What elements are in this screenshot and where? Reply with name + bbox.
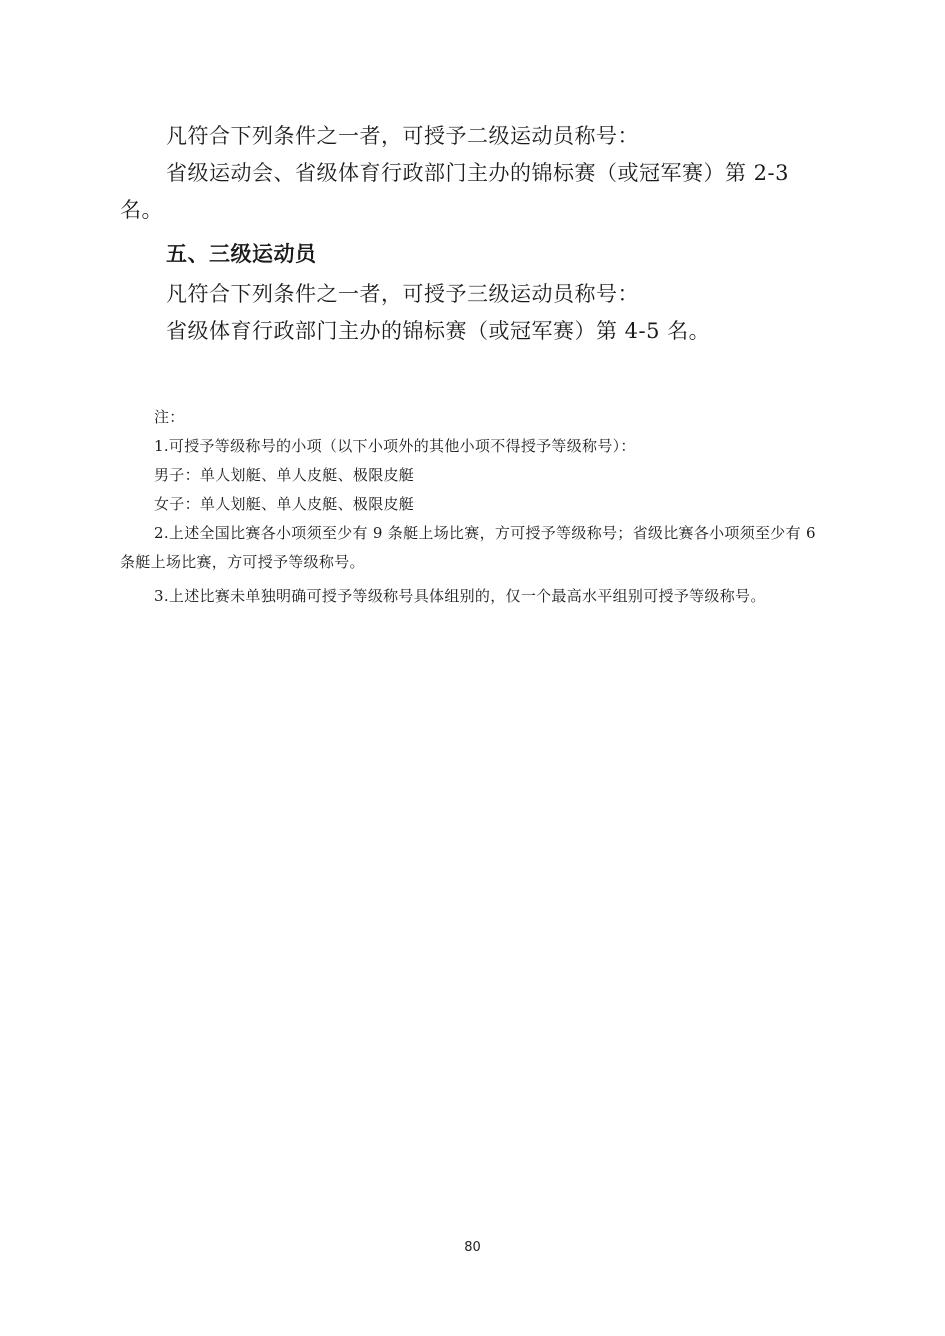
note-item-3: 3.上述比赛未单独明确可授予等级称号具体组别的，仅一个最高水平组别可授予等级称号。 xyxy=(154,587,766,605)
note-men-events: 男子：单人划艇、单人皮艇、极限皮艇 xyxy=(154,466,415,484)
note-item-2: 2.上述全国比赛各小项须至少有 9 条艇上场比赛，方可授予等级称号；省级比赛各小项须至少有 6 条艇上场比赛，方可授予等级称号。 xyxy=(120,524,816,571)
paragraph-third-grade-provincial: 省级体育行政部门主办的锦标赛（或冠军赛）第 4-5 名。 xyxy=(166,319,711,343)
heading-third-grade-athlete: 五、三级运动员 xyxy=(166,242,317,266)
note-item-1: 1.可授予等级称号的小项（以下小项外的其他小项不得授予等级称号）： xyxy=(154,437,636,455)
paragraph-third-grade-conditions: 凡符合下列条件之一者，可授予三级运动员称号： xyxy=(166,282,639,306)
paragraph-second-grade-conditions: 凡符合下列条件之一者，可授予二级运动员称号： xyxy=(166,124,639,148)
notes-label: 注： xyxy=(154,408,185,426)
page-number: 80 xyxy=(464,1240,481,1255)
paragraph-second-grade-provincial: 省级运动会、省级体育行政部门主办的锦标赛（或冠军赛）第 2-3 名。 xyxy=(120,161,789,222)
note-women-events: 女子：单人划艇、单人皮艇、极限皮艇 xyxy=(154,495,415,513)
